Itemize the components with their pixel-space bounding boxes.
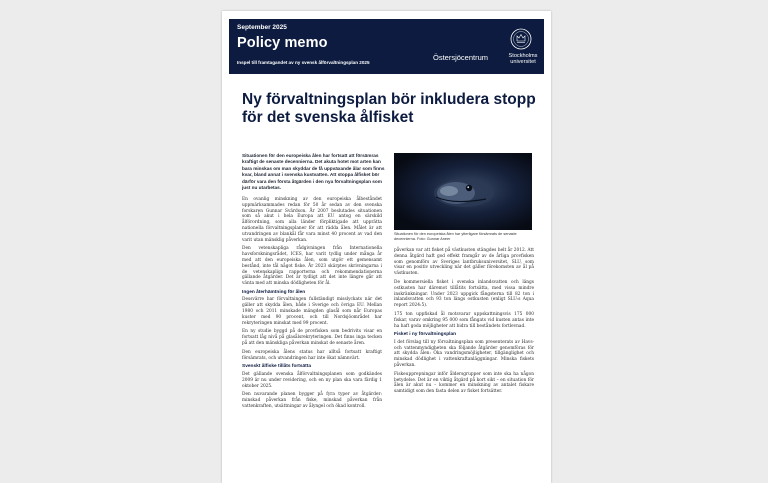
section-heading: Svenskt ålfiske tillåts fortsätta bbox=[242, 364, 312, 370]
body-paragraph: Den europeiska ålens status har alltså fortsatt kraftigt försämrats, och utvandringen har inte ökat nämnvärt. bbox=[242, 349, 382, 361]
memo-date: September 2025 bbox=[237, 24, 287, 31]
crown-seal-icon bbox=[510, 27, 532, 51]
photo-caption: Situationen för den europeiska ålen har ytterligare försämrats de senaste decennierna. Foto: Gunnar Aneer bbox=[394, 232, 517, 241]
header-banner bbox=[229, 19, 544, 74]
section-heading: Ingen återhämtning för ålen bbox=[242, 289, 306, 295]
university-name-line1: Stockholms bbox=[508, 53, 538, 59]
left-column bbox=[242, 197, 382, 413]
university-logo bbox=[501, 27, 539, 69]
body-paragraph: En ny studie byggd på de provfisken som bedrivits visar en fortsatt låg nivå på glasålsrekryteringen. Det finns inga tecken på att den mänskliga påverkan minskat de senaste åren. bbox=[242, 329, 382, 347]
headline: Ny förvaltningsplan bör inkludera stopp för det svenska ålfisket bbox=[242, 91, 536, 126]
memo-page bbox=[222, 11, 551, 483]
body-paragraph: Det gällande svenska ålförvaltningsplanen som godkändes 2009 är nu under revidering, och en ny plan ska vara färdig 1 oktober 2025. bbox=[242, 371, 382, 389]
body-paragraph: påverkan var att fisket på västkusten stängdes helt år 2012. Att denna åtgärd haft god effekt framgår av de årliga provfisken som genomförs av Sveriges lantbruksuniversitet, SLU, som visar en positiv utveckling när det gäller förekomsten av ål på västkusten. bbox=[394, 248, 534, 277]
center-name: Östersjöcentrum bbox=[433, 53, 489, 62]
lead-paragraph: Situationen för den europeiska ålen har fortsatt att försämras kraftigt de senaste decennierna. Det akuta hotet mot arten kan bara minskas om man skyddar de få uppväxande ålar som finns kvar, bland annat i svenska kustvatten. Att stoppa ålfisket bör därför vara den första åtgärden i den nya förvaltningsplan som just nu utarbetas. bbox=[242, 153, 385, 191]
eel-photo-icon bbox=[394, 153, 532, 230]
eel-photo bbox=[394, 153, 532, 230]
university-name-line2: universitet bbox=[510, 59, 536, 65]
section-heading: Fisket i ny förvaltningsplan bbox=[394, 332, 457, 338]
body-paragraph: Den vetenskapliga rådgivningen från Internationella havsforskningsrådet, ICES, har varit tydlig under många år med att den europeiska ålen, som utgör ett gemensamt bestånd, inte tål något fiske. År 2023 skärptes skrivningarna i de vetenskapliga rapporterna och rekommendationerna gällande åtgärder. Det är tydligt att det inte längre går att vänta med att minska dödligheten för ål. bbox=[242, 246, 382, 287]
body-paragraph: En ovanlig minskning av den europeiska ålbeståndet uppmärksammades redan för 50 år sedan av den svenska forskaren Gunnar Svärdson. År 2007 beslutades situationen som så akut i hela Europa att EU antog en särskild ålförordning, som alla länder förpliktigade att upprätta nationella förvaltningsplaner för att rädda ålen. Målet är att utvandringen av blankål får vara minst 40 procent av vad den varit utan mänsklig påverkan. bbox=[242, 197, 382, 243]
memo-subtitle: Inspel till framtagandet av ny svensk ålförvaltningsplan 2025 bbox=[237, 60, 370, 65]
body-paragraph: Dessvärre har förvaltningen fullständigt misslyckats när det gäller att skydda ålen, både i Sverige och övriga EU. Mellan 1980 och 2011 minskade mängden glasål som når Europas kuster med 90 procent, och till Nordsjöområdet har rekryteringen minskat med 99 procent. bbox=[242, 297, 382, 326]
right-column bbox=[394, 248, 534, 398]
body-paragraph: Fiskeupprepningar inför åldersgrupper som inte ska ha någon betydelse. Det är en viktig åtgärd på kort sikt – en situation för ålen är akut nu – kommer en minskning av antalet fiskare samtidigt som den fasta delen av fisket fortsätter. bbox=[394, 371, 534, 395]
body-paragraph: Den nuvarande planen bygger på fyra typer av åtgärder: minskad påverkan från fiske, minskad påverkan från vattenkraften, utsättningar av ålyngel och ökad kontroll. bbox=[242, 392, 382, 409]
body-paragraph: 175 ton uppfiskad ål motsvarar uppskattningsvis 175 000 fiskar, varav omkring 95 000 som fångats vid kusten antas inte ha haft goda möjligheter att bidra till beståndets fortlevnad. bbox=[394, 311, 534, 329]
body-paragraph: De kommersiella fisket i svenska inlandsvatten och längs ostkusten har däremot tillåtits fortsätta, med vissa mindre inskränkningar. Under 2023 uppgick fångsterna till 82 ton i inlandsvatten och 93 ton längs ostkusten (enligt SLU:s Aqua report 2024:5). bbox=[394, 279, 534, 309]
memo-title: Policy memo bbox=[237, 35, 328, 51]
body-paragraph: I det förslag till ny förvaltningsplan som presenterats av Havs- och vattenmyndigheten ska följande åtgärder genomföras för att skydda ålen: Öka vandringsmöjligheter, tillgänglighet och minskad dödlighet i vattenkraftanläggningar. Minska fiskets påverkan. bbox=[394, 339, 534, 369]
